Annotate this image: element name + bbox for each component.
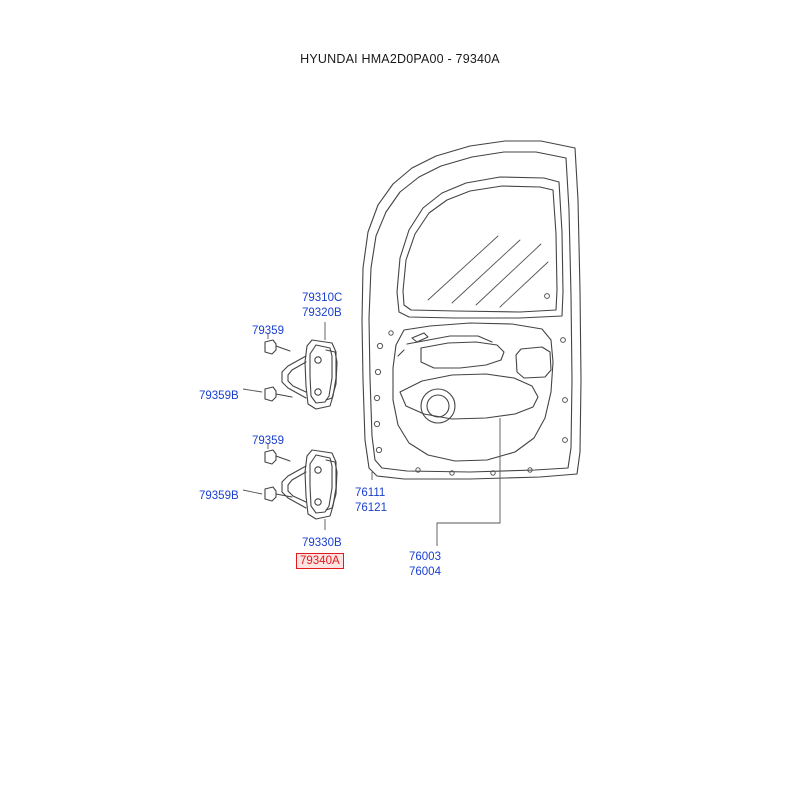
part-label-79359-lower[interactable]: 79359	[252, 435, 284, 447]
part-label-79330B[interactable]: 79330B	[302, 537, 342, 549]
part-label-79340A-highlighted[interactable]: 79340A	[296, 553, 344, 569]
part-label-79320B[interactable]: 79320B	[302, 307, 342, 319]
part-label-79310C[interactable]: 79310C	[302, 292, 343, 304]
part-label-76004[interactable]: 76004	[409, 566, 441, 578]
part-label-76121[interactable]: 76121	[355, 502, 387, 514]
part-label-76003[interactable]: 76003	[409, 551, 441, 563]
page-title: HYUNDAI HMA2D0PA00 - 79340A	[300, 52, 500, 66]
part-label-79359B-lower[interactable]: 79359B	[199, 490, 239, 502]
part-label-79359-upper[interactable]: 79359	[252, 325, 284, 337]
part-label-76111[interactable]: 76111	[355, 487, 386, 499]
part-label-79359B-upper[interactable]: 79359B	[199, 390, 239, 402]
